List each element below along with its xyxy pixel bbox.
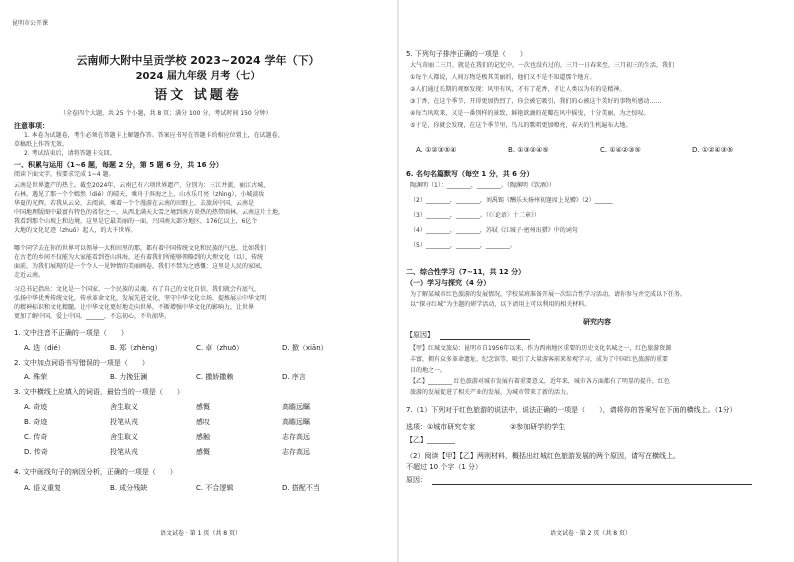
question-1: 1. 文中注音不正确的一项是（ ） xyxy=(14,329,128,337)
sub-1-line: 为了解某城市红色旅游的发展情况，学校某班准备开展一次综合性学习活动，请你参与并完成以下任务。 xyxy=(410,291,687,298)
research-line: 【乙】________ 红色旅游对城市发展有着重要意义，近年来，城市各方面都有了明显的提升，红色 xyxy=(410,378,670,385)
page-1 xyxy=(0,0,396,562)
question-5: 5. 下列句子排序正确的一项是（ ） xyxy=(406,50,527,58)
question-3-cell: 投笔从戎 xyxy=(110,448,138,456)
question-3-cell: C. 传奇 xyxy=(24,433,48,441)
question-3-cell: 投笔从戎 xyxy=(110,418,138,426)
question-6-line: （5）________，________，________。 xyxy=(410,242,516,249)
question-4-option: C. 不合逻辑 xyxy=(196,484,234,492)
section-2-title: 二、综合性学习（7~11，共 12 分） xyxy=(406,268,526,276)
question-6-line: 陶渊明（1）：________，________。（陶渊明《饮酒》） xyxy=(410,182,555,189)
question-1-option: D. 掀（xiān） xyxy=(282,344,328,352)
question-3-cell: A. 奇迹 xyxy=(24,403,48,411)
research-label: 【原因】 xyxy=(406,331,434,339)
passage-2-line: 弘扬中华优秀传统文化，传承革命文化，发展先进文化，坚守中华文化立场，提炼展示中华文明 xyxy=(14,295,267,302)
notice-title: 注意事项： xyxy=(14,122,49,130)
question-5-sentence: ⑤于是，你就会发现，在这个季节里，鸟儿的歌唱更加嘹亮，春天的生机遍布大地。 xyxy=(410,122,632,129)
question-1-option: C. 卓（zhuō） xyxy=(196,344,244,352)
question-5-sentence: ④每当风吹来，又是一番别样的景致，鲜艳欲滴的花瓣在风中摇曳，十分美丽，为之惊叹。 xyxy=(410,110,650,117)
passage-1-line: 我看到那个山坡上和边境，这里是它最美丽的一面，兴国南大部分地区，176亿以上，6亿个 xyxy=(14,218,258,225)
passage-1-line: 中国地理版图中最富有特色的省份之一，从西北满天大雪之境到南方炎热的热带雨林，云南这片土地， xyxy=(14,209,285,216)
question-3-cell: 舍生取义 xyxy=(110,403,138,411)
passage-2-line: 习总书记指出：文化是一个国家、一个民族的灵魂。有了自己的文化自信，我们就会有底气， xyxy=(14,286,261,293)
question-5-option: A. ①②③⑤④ xyxy=(416,146,457,154)
question-7-limit: 不超过 10 个字（1 分） xyxy=(406,463,483,471)
question-3-cell: 感慨 xyxy=(196,448,210,456)
question-2-option: A. 殊荣 xyxy=(24,373,48,381)
passage-1-line: 石林，遇见了那一个个嫣然（dié）的晴天，乘舟于洱海之上，山水乐月亮（zhìng），小城淡妆 xyxy=(14,191,265,198)
question-3-cell: 志存高远 xyxy=(282,448,310,456)
subject-title: 语文 试题卷 xyxy=(154,88,242,103)
question-5-sentence: ②人们通过长期的观察发现：风里有风，才有了花香，才让人类以为有的是精神。 xyxy=(410,86,626,93)
question-4-option: D. 搭配不当 xyxy=(282,484,320,492)
exam-info: （全卷四个大题，共 25 个小题，共 8 页；满分 100 分，考试时间 150 分钟） xyxy=(60,110,272,117)
question-3-cell: 高瞻远瞩 xyxy=(282,418,310,426)
question-2-option: C. 撒娇撒赖 xyxy=(196,373,234,381)
notice-1b: 草稿纸上作答无效。 xyxy=(14,141,69,148)
question-3-cell: 高瞻远瞩 xyxy=(282,403,310,411)
corner-label: 昆明市公开课 xyxy=(12,20,49,27)
term-title: 2024 届九年级 月考（七） xyxy=(135,71,261,82)
question-3-cell: 感触 xyxy=(196,433,210,441)
passage-1-line: 哪个同学去在你的世界可以领导一大和田里的那，都有着中国传统文化和民族的气息，比如我们 xyxy=(14,245,267,252)
passage-1-line: 云南是世界遗产的热土。截至2024年，云南已有六项世界遗产，分别为：三江并流、丽江古城、 xyxy=(14,182,270,189)
question-5-sentence: ①每个人都说，人间万物是极其美丽的，他们又不是不知道那个地方。 xyxy=(410,74,596,81)
passage-1-line: 大地的文化足迹（zhuō）起人，的大千世界。 xyxy=(14,227,137,234)
section-1-title: 一、积累与运用（1~6 题，每题 2 分，第 5 题 6 分，共 16 分） xyxy=(14,161,223,169)
question-2-option: D. 序言 xyxy=(282,373,306,381)
question-5-option: B. ①③②④⑤ xyxy=(508,146,549,154)
school-title: 云南师大附中呈贡学校 2023~2024 学年（下） xyxy=(76,54,320,67)
question-7-part-1: 7.（1）下列对于红色旅游的说法中，说法正确的一项是（ ），请将你的答案写在下面的横线上。（1分） xyxy=(406,406,737,414)
research-line: 目的地之一。 xyxy=(410,367,447,374)
question-3-cell: 舍生取义 xyxy=(110,433,138,441)
research-line: 旅游的发展促进了相关产业的发展，为城市带来了新的活力。 xyxy=(410,389,573,396)
question-7-option-2: ②参加研学的学生 xyxy=(510,423,566,431)
sub-1-title: （一）学习与探究（4 分） xyxy=(406,279,491,287)
research-line: 【甲】红城文旅局：昆明市自1956年以来，作为西南地区重要的历史文化名城之一，红色旅游资源 xyxy=(410,345,672,352)
sub-1-line: 以“探寻红城”为主题的研学活动，以下请用上可以利用的相关材料。 xyxy=(410,301,591,308)
page-2 xyxy=(400,0,794,562)
question-2: 2. 文中加点词语书写错误的一项是（ ） xyxy=(14,359,149,367)
passage-1-line: 华夏的光辉。若我从云朵，去阅读，乘着一个个漫游在云南的田野上，去旅居中国，云南是 xyxy=(14,200,255,207)
question-5-option: C. ①④②③⑤ xyxy=(600,146,641,154)
question-7-option-1: 选项：①城市研究专家 xyxy=(406,423,476,431)
passage-1-line: 在古老的乡间不仅能为大家能看到苍山洱海，还有着我们所能够领略到的大理文化（以），传统 xyxy=(14,254,264,261)
question-6-line: （3）________，________。（《〈论语〉十二章》） xyxy=(410,212,540,219)
passage-2-line: 的精神标识和文化精髓，让中华文化更好地走向世界，不断增强中华文化的影响力，让世界 xyxy=(14,304,255,311)
research-line: 丰富，拥有众多革命遗址、纪念馆等，吸引了大量游客前来参观学习，成为了中国红色旅游的重要 xyxy=(410,356,669,363)
passage-2-line: 更加了解中国，爱上中国。______，不忘初心，不负韶华。 xyxy=(14,313,171,320)
question-6-line: （2）________，________，刘禹锡《酬乐天扬州初逢席上见赠》（2）______ xyxy=(410,197,613,204)
question-5-sentence: 大气奇丽二三月，就是在我们的记忆中，一次也没有过的，三月一日春来至，三月初三的生活，我们 xyxy=(410,62,675,69)
question-6-line: （4）________，________，苏轼《江城子·密州出猎》中的词句 xyxy=(410,227,578,234)
question-3: 3. 文中横线上应填入的词语，最恰当的一项是（ ） xyxy=(14,388,184,396)
question-3-cell: B. 奇迹 xyxy=(24,418,48,426)
question-3-cell: 志存高远 xyxy=(282,433,310,441)
question-1-option: B. 郑（zhèng） xyxy=(110,344,162,352)
question-3-cell: 感叹 xyxy=(196,418,210,426)
passage-1-line: 面前，为我们展现的是一个令人一见钟情的美丽画卷，我们不禁为之感慨：这里是人民的家园， xyxy=(14,263,267,270)
page-2-footer: 语文试卷 · 第 2 页（共 8 页） xyxy=(550,530,631,537)
question-3-cell: D. 传奇 xyxy=(24,448,48,456)
research-blank-line xyxy=(440,339,530,340)
question-2-option: B. 力挽狂澜 xyxy=(110,373,148,381)
question-5-sentence: ③丁香，在这个季节，开得更加热烈了，你会被它吸引，我们的心被这个美好的事物所感动…… xyxy=(410,98,662,105)
question-7-answer: 原因： xyxy=(406,476,427,484)
research-title: 研究内容 xyxy=(583,318,611,326)
question-4-option: A. 语义重复 xyxy=(24,484,62,492)
question-3-cell: 感慨 xyxy=(196,403,210,411)
question-7-part-2: （2）阅读【甲】【乙】两则材料，概括出红城红色旅游发展的两个原因，请写在横线上。 xyxy=(406,452,680,460)
question-7-blank: 【乙】________ xyxy=(406,436,455,444)
question-4-option: B. 成分残缺 xyxy=(110,484,148,492)
page-fold xyxy=(397,0,399,562)
passage-intro: 阅读下面文字，按要求完成 1~4 题。 xyxy=(14,171,115,178)
page-1-footer: 语文试卷 · 第 1 页（共 8 页） xyxy=(160,530,241,537)
passage-1-line: 走近云南。 xyxy=(14,272,45,279)
notice-2: 2. 考试结束后，请将答题卡交回。 xyxy=(24,150,116,157)
question-1-option: A. 迭（dié） xyxy=(24,344,65,352)
answer-line xyxy=(432,484,752,485)
question-6: 6. 名句名篇默写（每空 1 分，共 6 分） xyxy=(406,170,534,178)
notice-1: 1. 本卷为试题卷，考生必须在答题卡上解题作答。答案应书写在答题卡的相应位置上，在试题卷、 xyxy=(24,132,284,139)
question-5-option: D. ①②④③⑤ xyxy=(692,146,734,154)
question-4: 4. 文中画线句子的病因分析，正确的一项是（ ） xyxy=(14,468,177,476)
